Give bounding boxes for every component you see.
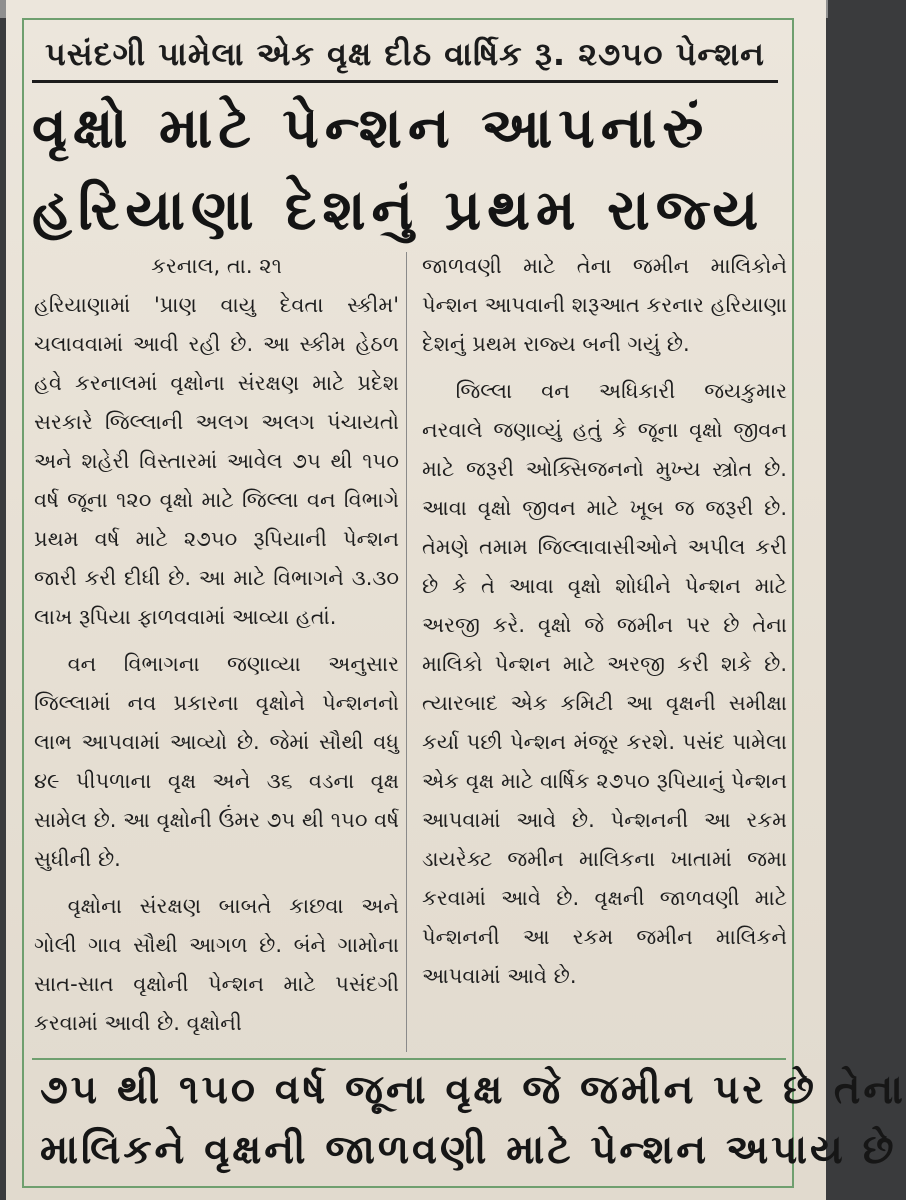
pull-quote-line-1: ૭૫ થી ૧૫૦ વર્ષ જૂના વૃક્ષ જે જમીન પર છે તેના (40, 1067, 906, 1113)
kicker-headline: પસંદગી પામેલા એક વૃક્ષ દીઠ વાર્ષિક રૂ. ૨૭૫૦ પેન્શન (45, 35, 765, 73)
kicker-underline (32, 80, 778, 83)
headline-line-1: વૃક્ષો માટે પેન્શન આપનારું (32, 96, 710, 161)
body-paragraph: જિલ્લા વન અધિકારી જયકુમાર નરવાલે જણાવ્યું હતું કે જૂના વૃક્ષો જીવન માટે જરૂરી ઓક્સિજનનો મુખ્ય સ્ત્રોત છે. આવા વૃક્ષો જીવન માટે ખૂબ જ જરૂરી છે. તેમણે તમામ જિલ્લાવાસીઓને અપીલ કરી છે કે તે આવા વૃક્ષો શોધીને પેન્શન માટે અરજી કરે. વૃક્ષો જે જમીન પર છે તેના માલિકો પેન્શન માટે અરજી કરી શકે છે. ત્યારબાદ એક કમિટી આ વૃક્ષની સમીક્ષા કર્યા પછી પેન્શન મંજૂર કરશે. પસંદ પામેલા એક વૃક્ષ માટે વાર્ષિક ૨૭૫૦ રૂપિયાનું પેન્શન આપવામાં આવે છે. પેન્શનની આ રકમ ડાયરેક્ટ જમીન માલિકના ખાતામાં જમા કરવામાં આવે છે. વૃક્ષની જાળવણી માટે પેન્શનની આ રકમ જમીન માલિકને આપવામાં આવે છે. (422, 379, 787, 988)
body-paragraph: વન વિભાગના જણાવ્યા અનુસાર જિલ્લામાં નવ પ્રકારના વૃક્ષોને પેન્શનનો લાભ આપવામાં આવ્યો છે. જેમાં સૌથી વધુ ૪૯ પીપળાના વૃક્ષ અને ૩૬ વડના વૃક્ષ સામેલ છે. આ વૃક્ષોની ઉંમર ૭૫ થી ૧૫૦ વર્ષ સુધીની છે. (34, 652, 399, 871)
article-column-left (34, 247, 399, 1057)
body-paragraph: હરિયાણામાં 'પ્રાણ વાયુ દેવતા સ્કીમ' ચલાવવામાં આવી રહી છે. આ સ્કીમ હેઠળ હવે કરનાલમાં વૃક્ષોના સંરક્ષણ માટે પ્રદેશ સરકારે જિલ્લાની અલગ અલગ પંચાયતો અને શહેરી વિસ્તારમાં આવેલ ૭૫ થી ૧૫૦ વર્ષ જૂના ૧૨૦ વૃક્ષો માટે જિલ્લા વન વિભાગે પ્રથમ વર્ષ માટે ૨૭૫૦ રૂપિયાની પેન્શન જારી કરી દીધી છે. આ માટે વિભાગને ૩.૩૦ લાખ રૂપિયા ફાળવવામાં આવ્યા હતાં. (34, 293, 399, 629)
column-divider (406, 252, 407, 1052)
body-paragraph: જાળવણી માટે તેના જમીન માલિકોને પેન્શન આપવાની શરૂઆત કરનાર હરિયાણા દેશનું પ્રથમ રાજ્ય બની ગયું છે. (422, 254, 788, 356)
headline-line-2: હરિયાણા દેશનું પ્રથમ રાજ્ય (32, 178, 765, 243)
article-column-right (422, 247, 787, 1057)
body-paragraph: વૃક્ષોના સંરક્ષણ બાબતે કાછવા અને ગોલી ગાવ સૌથી આગળ છે. બંને ગામોના સાત-સાત વૃક્ષોની પેન્શન માટે પસંદગી કરવામાં આવી છે. વૃક્ષોની (34, 894, 399, 1035)
pull-quote-line-2: માલિકને વૃક્ષની જાળવણી માટે પેન્શન અપાય છે (40, 1127, 897, 1173)
dateline: કરનાલ, તા. ૨૧ (151, 254, 282, 278)
